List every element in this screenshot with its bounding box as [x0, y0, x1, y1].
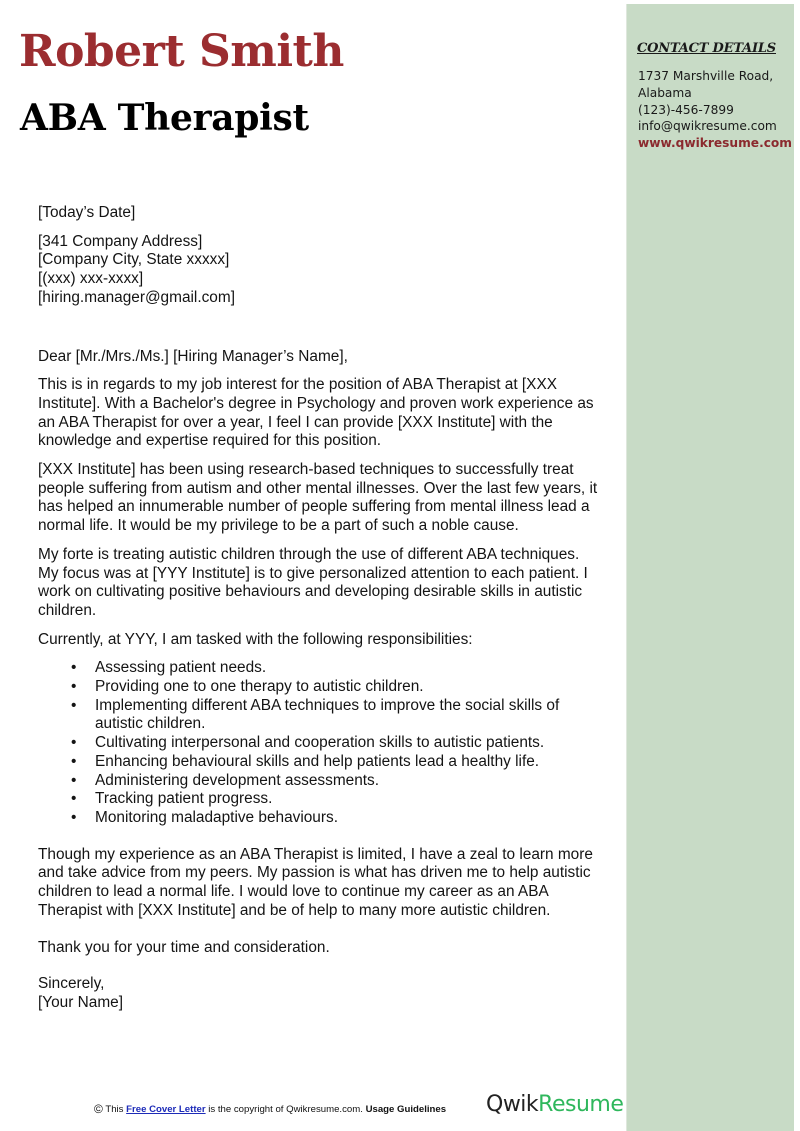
recipient-city: [Company City, State xxxxx]: [38, 251, 230, 269]
recipient-phone: [(xxx) xxx-xxxx]: [38, 270, 144, 288]
job-title: ABA Therapist: [20, 97, 309, 139]
applicant-name: Robert Smith: [19, 26, 344, 77]
contact-sidebar: [626, 4, 794, 1131]
paragraph-intro: This is in regards to my job interest for the position of ABA Therapist at [XXX Institute]. With a Bachelor's degree in Psychology and proven work experience as an ABA Therapist for over a year, I feel I can provide [XXX Institute] with the knowledge and expertise required for this position.: [38, 376, 594, 450]
email[interactable]: info@qwikresume.com: [638, 119, 777, 134]
list-item: • Cultivating interpersonal and cooperation skills to autistic patients.: [38, 734, 604, 753]
website-link[interactable]: www.qwikresume.com: [638, 136, 792, 151]
free-cover-letter-link[interactable]: Free Cover Letter: [126, 1104, 206, 1115]
signoff: Sincerely,: [38, 975, 105, 993]
contact-details-heading: CONTACT DETAILS: [637, 41, 776, 56]
list-item: • Tracking patient progress.: [38, 790, 604, 809]
letter-body: [38, 204, 604, 1013]
paragraph-closing: Though my experience as an ABA Therapist is limited, I have a zeal to learn more and take advice from my peers. My passion is what has driven me to help autistic children to lead a normal life. I would love to continue my career as an ABA Therapist with [XXX Institute] and be of help to many more autistic children.: [38, 845, 593, 919]
responsibilities-list: [38, 659, 604, 827]
list-item: • Providing one to one therapy to autistic children.: [38, 678, 604, 697]
qwikresume-logo[interactable]: [486, 1092, 623, 1117]
list-item: • Enhancing behavioural skills and help patients lead a healthy life.: [38, 753, 604, 772]
paragraph-responsibilities-intro: Currently, at YYY, I am tasked with the following responsibilities:: [38, 630, 473, 648]
copyright-icon: ©: [94, 1102, 103, 1116]
salutation: Dear [Mr./Mrs./Ms.] [Hiring Manager’s Name],: [38, 347, 348, 365]
logo-part-qwik: Qwik: [486, 1092, 539, 1117]
list-item: • Implementing different ABA techniques to improve the social skills of autistic children.: [38, 697, 604, 734]
address-line-1: 1737 Marshville Road,: [638, 69, 774, 83]
footer-prefix: This: [105, 1104, 124, 1115]
recipient-email: [hiring.manager@gmail.com]: [38, 288, 235, 306]
paragraph-forte: My forte is treating autistic children through the use of different ABA techniques. My focus was at [YYY Institute] is to give personalized attention to each patient. I work on cultivating positive behaviours and developing desirable skills in autistic children.: [38, 545, 588, 619]
footer-middle: is the copyright of Qwikresume.com.: [208, 1104, 363, 1115]
logo-part-resume: Resume: [538, 1092, 624, 1117]
contact-block: [638, 68, 792, 152]
address-line-2: Alabama: [638, 85, 692, 100]
usage-guidelines-link[interactable]: Usage Guidelines: [365, 1104, 447, 1115]
letter-date: [Today’s Date]: [38, 204, 136, 221]
copyright-notice: [94, 1102, 446, 1116]
list-item: • Monitoring maladaptive behaviours.: [38, 809, 604, 828]
paragraph-institute: [XXX Institute] has been using research-based techniques to successfully treat people suffering from autism and other mental illnesses. Over the last few years, it has helped an innumerable number of people suffering from mental illness lead a normal life. It would be my privilege to be a part of such a noble cause.: [38, 461, 598, 535]
thanks: Thank you for your time and consideration.: [38, 938, 330, 956]
recipient-address: [341 Company Address]: [38, 232, 203, 250]
list-item: • Administering development assessments.: [38, 772, 604, 791]
signature: [Your Name]: [38, 993, 123, 1011]
list-item: • Assessing patient needs.: [38, 659, 604, 678]
phone: (123)-456-7899: [638, 102, 734, 117]
